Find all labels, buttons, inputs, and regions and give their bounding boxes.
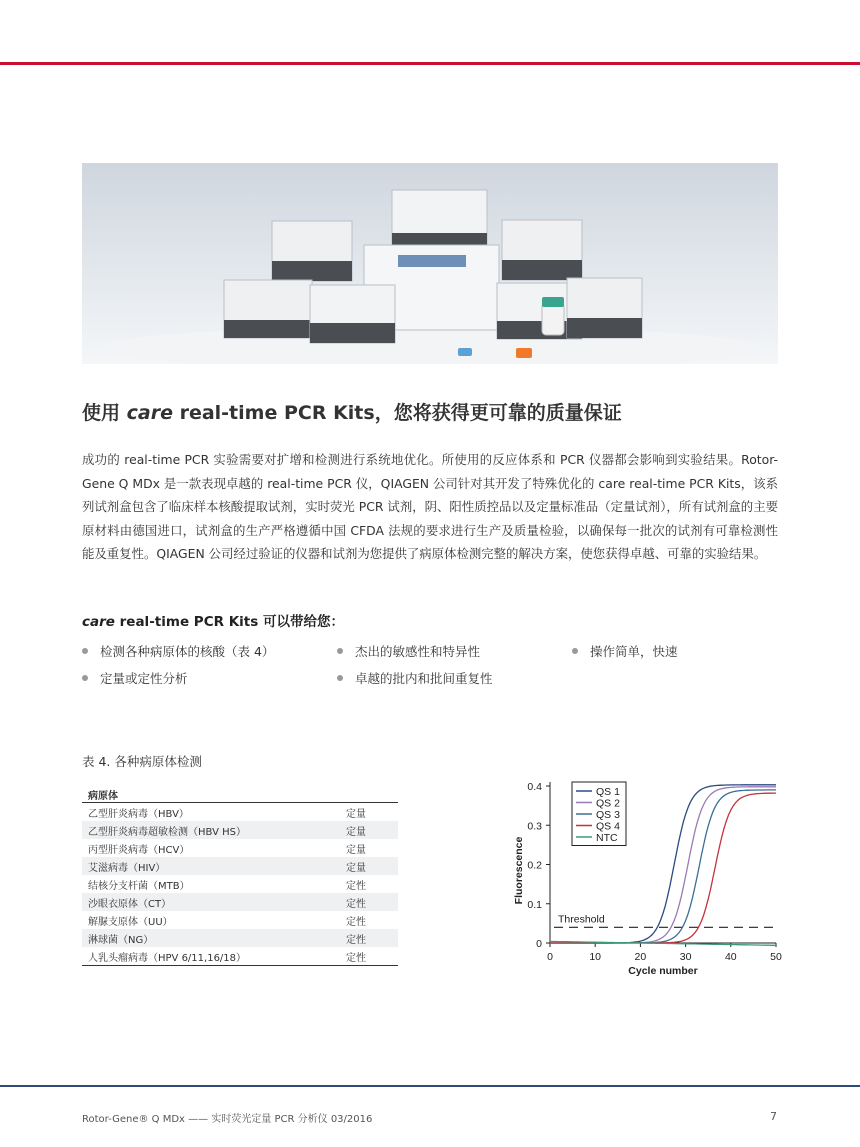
x-tick-label: 30 bbox=[679, 951, 692, 963]
detection-type: 定量 bbox=[340, 821, 398, 839]
detection-type: 定性 bbox=[340, 893, 398, 911]
table-row bbox=[82, 839, 398, 857]
benefit-item: 检测各种病原体的核酸（表 4） bbox=[82, 642, 274, 660]
bullet-dot-icon bbox=[337, 675, 343, 681]
y-axis-label: Fluorescence bbox=[513, 836, 525, 905]
pathogen-name: 艾滋病毒（HIV） bbox=[82, 857, 340, 875]
x-tick-label: 50 bbox=[770, 951, 782, 963]
pathogen-name: 丙型肝炎病毒（HCV） bbox=[88, 844, 190, 856]
benefit-item: 操作简单，快速 bbox=[572, 642, 678, 660]
y-tick-label: 0.2 bbox=[527, 859, 542, 872]
pathogen-name: 结核分支杆菌（MTB） bbox=[88, 880, 190, 892]
detection-type: 定量 bbox=[346, 844, 366, 856]
detection-type: 定量 bbox=[346, 808, 366, 820]
table-row bbox=[82, 803, 398, 822]
legend-label: QS 1 bbox=[596, 786, 620, 798]
threshold-label: Threshold bbox=[558, 913, 605, 926]
legend-label: QS 2 bbox=[596, 797, 620, 810]
x-tick-label: 20 bbox=[634, 951, 647, 963]
table-row bbox=[82, 893, 398, 911]
y-tick-label: 0.4 bbox=[527, 781, 542, 793]
pathogen-name: 人乳头瘤病毒（HPV 6/11,16/18） bbox=[82, 947, 340, 966]
bullet-dot-icon bbox=[337, 648, 343, 654]
pathogen-table bbox=[82, 786, 398, 966]
benefit-item: 卓越的批内和批间重复性 bbox=[337, 669, 493, 687]
pathogen-name: 沙眼衣原体（CT） bbox=[82, 893, 340, 911]
x-tick-label: 10 bbox=[589, 951, 602, 963]
table-row bbox=[82, 947, 398, 966]
legend-label: QS 3 bbox=[596, 809, 620, 821]
page-heading: 使用 care real-time PCR Kits，您将获得更可靠的质量保证 bbox=[82, 402, 622, 424]
table-row bbox=[82, 929, 398, 947]
bottom-rule bbox=[0, 1085, 860, 1087]
y-tick-label: 0.1 bbox=[527, 898, 542, 911]
bullet-dot-icon bbox=[82, 648, 88, 654]
amplification-chart bbox=[506, 776, 786, 986]
table-header: 病原体 bbox=[82, 786, 398, 803]
x-tick-label: 40 bbox=[724, 951, 737, 963]
pathogen-name: 乙型肝炎病毒超敏检测（HBV HS） bbox=[82, 821, 340, 839]
y-tick-label: 0.3 bbox=[527, 820, 542, 833]
y-tick-label: 0 bbox=[536, 938, 542, 950]
table-caption: 表 4. 各种病原体检测 bbox=[82, 754, 202, 769]
pathogen-name: 乙型肝炎病毒（HBV） bbox=[88, 808, 189, 820]
table-row bbox=[82, 875, 398, 893]
product-photo bbox=[82, 163, 778, 364]
table-row bbox=[82, 911, 398, 929]
table-row bbox=[82, 857, 398, 875]
detection-type: 定性 bbox=[340, 947, 398, 966]
bullet-dot-icon bbox=[82, 675, 88, 681]
top-rule bbox=[0, 62, 860, 65]
pathogen-name: 解脲支原体（UU） bbox=[88, 916, 173, 928]
benefit-item: 杰出的敏感性和特异性 bbox=[337, 642, 480, 660]
legend-label: QS 4 bbox=[596, 820, 620, 833]
x-tick-label: 0 bbox=[547, 951, 553, 963]
benefits-subheading: care real-time PCR Kits 可以带给您： bbox=[82, 614, 344, 630]
bullet-dot-icon bbox=[572, 648, 578, 654]
page-number: 7 bbox=[770, 1110, 777, 1123]
intro-paragraph: 成功的 real-time PCR 实验需要对扩增和检测进行系统地优化。所使用的反应体系和 PCR 仪器都会影响到实验结果。Rotor-Gene Q MDx 是一款表现卓越的 real-time PCR 仪，QIAGEN 公司针对其开发了特殊优化的 care real-time PCR Kits，该系列试剂盒包含了临床样本核酸提取试剂，实时荧光 PCR 试剂，阴、阳性质控品以及定量标准品（定量试剂），所有试剂盒的主要原材料由德国进口，试剂盒的生产严格遵循中国 CFDA 法规的要求进行生产及质量检验，以确保每一批次的试剂有可靠检测性能及重复性。QIAGEN 公司经过验证的仪器和试剂为您提供了病原体检测完整的解决方案，使您获得卓越、可靠的实验结果。 bbox=[82, 452, 778, 561]
detection-type: 定性 bbox=[340, 929, 398, 947]
table-header-row bbox=[82, 786, 398, 803]
product-boxes-image bbox=[82, 163, 778, 364]
legend-label: NTC bbox=[596, 832, 618, 844]
table-row bbox=[82, 821, 398, 839]
footer-text: Rotor-Gene® Q MDx —— 实时荧光定量 PCR 分析仪 03/2016 bbox=[82, 1114, 373, 1125]
detection-type: 定性 bbox=[346, 880, 366, 892]
x-axis-label: Cycle number bbox=[628, 965, 698, 977]
benefit-item: 定量或定性分析 bbox=[82, 669, 188, 687]
detection-type: 定性 bbox=[346, 916, 366, 928]
detection-type: 定量 bbox=[340, 857, 398, 875]
pathogen-name: 淋球菌（NG） bbox=[82, 929, 340, 947]
